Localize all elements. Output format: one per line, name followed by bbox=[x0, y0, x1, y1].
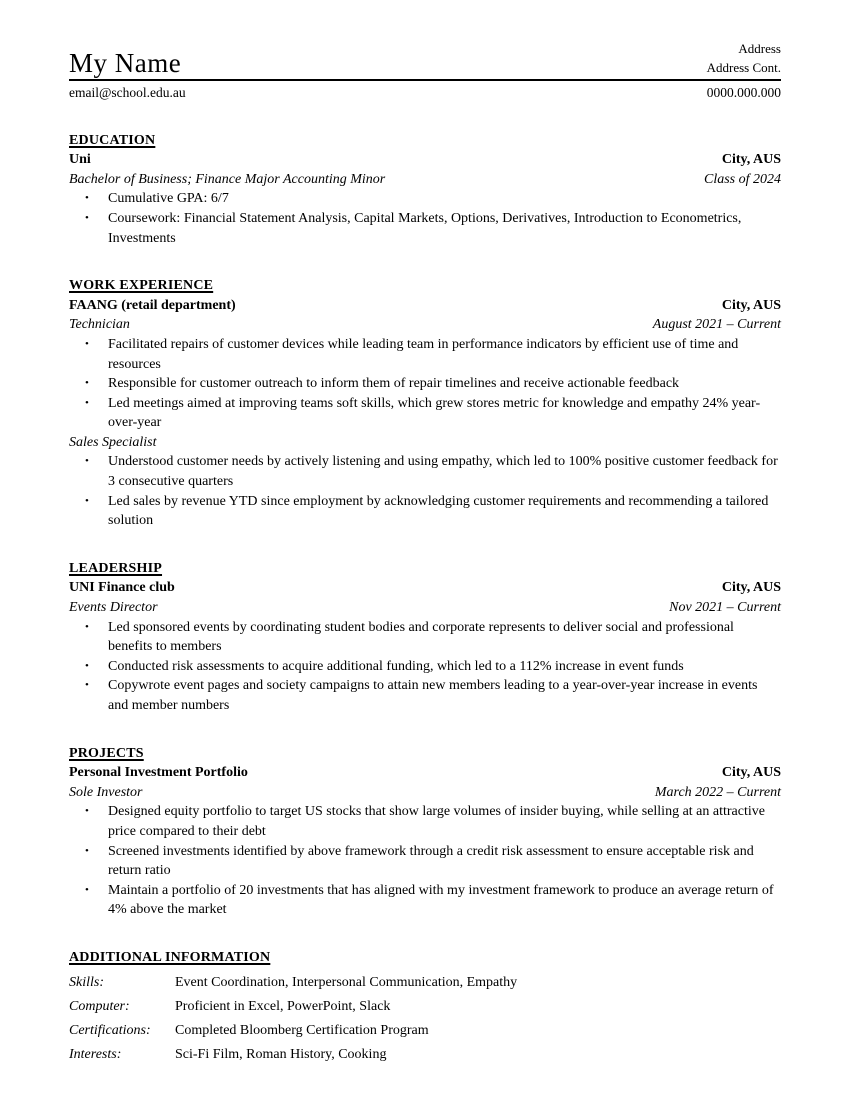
address-line-2: Address Cont. bbox=[706, 59, 781, 75]
bullet-list bbox=[69, 618, 781, 716]
entry-location: City, AUS bbox=[721, 765, 781, 781]
bullet-icon: • bbox=[85, 679, 89, 692]
list-item bbox=[69, 881, 781, 920]
list-item bbox=[69, 189, 781, 209]
list-item bbox=[69, 492, 781, 531]
section-leadership bbox=[69, 559, 781, 716]
bullet-text: Screened investments identified by above framework through a credit risk assessment to ensure acceptable risk and return ratio bbox=[108, 843, 754, 879]
address-line-1: Address bbox=[738, 41, 781, 56]
info-label: Skills: bbox=[69, 974, 104, 990]
list-item bbox=[69, 209, 781, 248]
info-value: Proficient in Excel, PowerPoint, Slack bbox=[175, 998, 391, 1014]
entry-org-row bbox=[69, 763, 781, 783]
bullet-icon: • bbox=[85, 844, 89, 857]
bullet-icon: • bbox=[85, 805, 89, 818]
bullet-text: Cumulative GPA: 6/7 bbox=[108, 191, 229, 207]
bullet-text: Conducted risk assessments to acquire additional funding, which led to a 112% increase in event funds bbox=[108, 658, 684, 674]
bullet-text: Led sponsored events by coordinating student bodies and corporate represents to deliver social and professional benefits to members bbox=[108, 619, 734, 655]
entry-role-row bbox=[69, 598, 781, 618]
bullet-text: Copywrote event pages and society campaigns to attain new members leading to a year-over-year increase in events and member numbers bbox=[108, 678, 758, 714]
entry-role: Events Director bbox=[69, 600, 158, 616]
bullet-text: Responsible for customer outreach to inform them of repair timelines and receive actionable feedback bbox=[108, 376, 680, 392]
entry-dates: March 2022 – Current bbox=[654, 784, 781, 800]
list-item bbox=[69, 802, 781, 841]
entry-role-row bbox=[69, 433, 781, 453]
entry-role-row bbox=[69, 783, 781, 803]
bullet-icon: • bbox=[85, 337, 89, 350]
bullet-icon: • bbox=[85, 377, 89, 390]
entry-org-row bbox=[69, 578, 781, 598]
section-education bbox=[69, 131, 781, 249]
entry-location: City, AUS bbox=[721, 580, 781, 596]
info-label: Certifications: bbox=[69, 1022, 151, 1038]
section-additional-information-heading: ADDITIONAL INFORMATION bbox=[69, 949, 271, 965]
list-item bbox=[69, 394, 781, 433]
bullet-list bbox=[69, 189, 781, 248]
bullet-icon: • bbox=[85, 659, 89, 672]
list-item bbox=[69, 335, 781, 374]
section-additional-information bbox=[69, 948, 781, 1064]
section-projects bbox=[69, 744, 781, 920]
section-projects-heading: PROJECTS bbox=[69, 745, 144, 761]
bullet-text: Facilitated repairs of customer devices while leading team in performance indicators by efficient use of time and resources bbox=[108, 336, 739, 372]
bullet-icon: • bbox=[85, 883, 89, 896]
entry-org: Uni bbox=[69, 152, 91, 168]
bullet-text: Led sales by revenue YTD since employment by acknowledging customer requirements and recommending a tailored solution bbox=[108, 493, 769, 529]
list-item bbox=[69, 676, 781, 715]
bullet-icon: • bbox=[85, 396, 89, 409]
address-block bbox=[707, 40, 781, 78]
education-entry bbox=[69, 150, 781, 248]
section-work-experience-heading: WORK EXPERIENCE bbox=[69, 278, 214, 294]
phone-text: 0000.000.000 bbox=[706, 84, 781, 100]
resume-header bbox=[69, 40, 781, 103]
list-item bbox=[69, 618, 781, 657]
entry-org: Personal Investment Portfolio bbox=[69, 765, 248, 781]
entry-role: Sole Investor bbox=[69, 784, 143, 800]
entry-dates: August 2021 – Current bbox=[652, 317, 781, 333]
entry-org: UNI Finance club bbox=[69, 580, 175, 596]
entry-org-row bbox=[69, 150, 781, 170]
bullet-text: Designed equity portfolio to target US stocks that show large volumes of insider buying, while selling at an attractive price compared to their debt bbox=[108, 804, 765, 839]
bullet-text: Maintain a portfolio of 20 investments that has aligned with my investment framework to produce an average return of 4% above the market bbox=[108, 882, 774, 918]
bullet-list bbox=[69, 452, 781, 530]
bullet-icon: • bbox=[85, 192, 89, 205]
email-text: email@school.edu.au bbox=[69, 84, 186, 100]
bullet-list bbox=[69, 335, 781, 433]
info-row-skills bbox=[69, 973, 781, 993]
info-label: Computer: bbox=[69, 998, 130, 1014]
info-value: Sci-Fi Film, Roman History, Cooking bbox=[175, 1046, 387, 1062]
work-entry-faang bbox=[69, 296, 781, 433]
entry-dates: Class of 2024 bbox=[703, 171, 781, 187]
header-contact-row bbox=[69, 84, 781, 103]
bullet-icon: • bbox=[85, 620, 89, 633]
additional-info-rows bbox=[69, 973, 781, 1065]
section-leadership-heading: LEADERSHIP bbox=[69, 560, 163, 576]
bullet-text: Coursework: Financial Statement Analysis, Capital Markets, Options, Derivatives, Introduction to Econometrics, Investments bbox=[108, 210, 742, 246]
entry-role-row bbox=[69, 170, 781, 190]
info-row-computer bbox=[69, 997, 781, 1017]
bullet-text: Led meetings aimed at improving teams soft skills, which grew stores metric for knowledge and empathy 24% year-over-year bbox=[108, 395, 761, 431]
header-top-row bbox=[69, 40, 781, 81]
entry-location: City, AUS bbox=[721, 297, 781, 313]
bullet-text: Understood customer needs by actively listening and using empathy, which led to 100% positive customer feedback for 3 consecutive quarters bbox=[108, 454, 778, 490]
info-row-interests bbox=[69, 1045, 781, 1065]
section-work-experience bbox=[69, 276, 781, 531]
list-item bbox=[69, 374, 781, 394]
entry-location: City, AUS bbox=[721, 152, 781, 168]
entry-role: Bachelor of Business; Finance Major Accounting Minor bbox=[69, 171, 386, 187]
info-row-certifications bbox=[69, 1021, 781, 1041]
entry-dates: Nov 2021 – Current bbox=[669, 600, 781, 616]
bullet-list bbox=[69, 802, 781, 920]
list-item bbox=[69, 842, 781, 881]
entry-role-row bbox=[69, 315, 781, 335]
bullet-icon: • bbox=[85, 494, 89, 507]
section-education-heading: EDUCATION bbox=[69, 132, 156, 148]
info-label: Interests: bbox=[69, 1046, 122, 1062]
info-value: Completed Bloomberg Certification Program bbox=[175, 1022, 429, 1038]
list-item bbox=[69, 452, 781, 491]
bullet-icon: • bbox=[85, 211, 89, 224]
projects-entry bbox=[69, 763, 781, 920]
work-entry-sales-specialist bbox=[69, 433, 781, 531]
info-value: Event Coordination, Interpersonal Communication, Empathy bbox=[175, 974, 518, 990]
person-name: My Name bbox=[69, 48, 182, 79]
entry-org-row bbox=[69, 296, 781, 316]
entry-role: Sales Specialist bbox=[69, 434, 157, 450]
entry-role: Technician bbox=[69, 317, 130, 333]
list-item bbox=[69, 657, 781, 677]
entry-org: FAANG (retail department) bbox=[69, 297, 236, 313]
bullet-icon: • bbox=[85, 455, 89, 468]
leadership-entry bbox=[69, 578, 781, 715]
